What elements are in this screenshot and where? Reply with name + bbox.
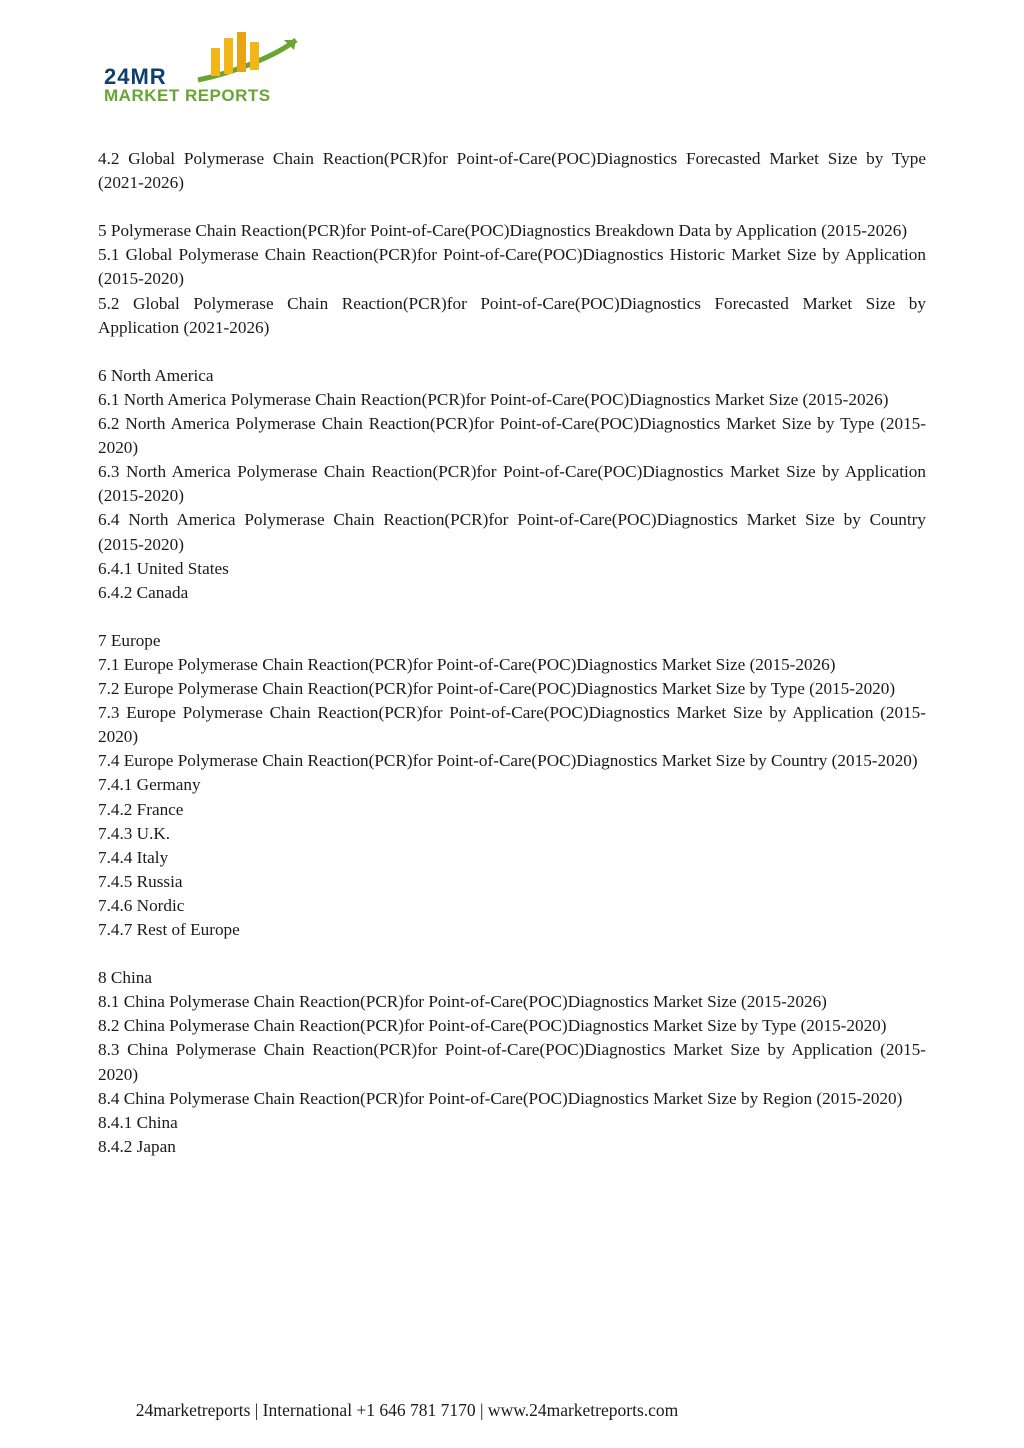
toc-line: 5.2 Global Polymerase Chain Reaction(PCR)for Point-of-Care(POC)Diagnostics Forecasted Market Size by Application (2021-2026) [98,293,926,337]
toc-line: 6.3 North America Polymerase Chain Reaction(PCR)for Point-of-Care(POC)Diagnostics Market Size by Application (2015-2020) [98,462,926,506]
toc-line: 6.4.2 Canada [98,582,189,602]
toc-line: 8.4.2 Japan [98,1136,176,1156]
footer-contact: 24marketreports | International +1 646 781 7170 | www.24marketreports.com [135,1400,679,1420]
toc-line: 8.4 China Polymerase Chain Reaction(PCR)for Point-of-Care(POC)Diagnostics Market Size by Region (2015-2020) [98,1088,903,1108]
toc-line: 6.1 North America Polymerase Chain Reaction(PCR)for Point-of-Care(POC)Diagnostics Market Size (2015-2026) [98,389,889,409]
toc-line: 8.4.1 China [98,1112,178,1132]
toc-line: 4.2 Global Polymerase Chain Reaction(PCR)for Point-of-Care(POC)Diagnostics Forecasted Market Size by Type (2021-2026) [98,149,926,193]
toc-line: 7.4.3 U.K. [98,823,171,843]
toc-line: 7.2 Europe Polymerase Chain Reaction(PCR)for Point-of-Care(POC)Diagnostics Market Size by Type (2015-2020) [98,679,896,699]
company-logo [98,28,308,110]
logo-text-primary: 24MR [104,64,167,89]
toc-line: 8.1 China Polymerase Chain Reaction(PCR)for Point-of-Care(POC)Diagnostics Market Size (2015-2026) [98,992,827,1012]
toc-line: 6 North America [98,365,214,385]
toc-line: 5 Polymerase Chain Reaction(PCR)for Point-of-Care(POC)Diagnostics Breakdown Data by Application (2015-2026) [98,221,908,241]
toc-line: 7.4.1 Germany [98,775,201,795]
toc-line: 7 Europe [98,630,161,650]
toc-line: 8.2 China Polymerase Chain Reaction(PCR)for Point-of-Care(POC)Diagnostics Market Size by Type (2015-2020) [98,1016,887,1036]
toc-line: 7.4 Europe Polymerase Chain Reaction(PCR)for Point-of-Care(POC)Diagnostics Market Size by Country (2015-2020) [98,751,918,771]
toc-line: 8.3 China Polymerase Chain Reaction(PCR)for Point-of-Care(POC)Diagnostics Market Size by Application (2015-2020) [98,1040,926,1084]
logo-text-secondary: MARKET REPORTS [104,86,271,105]
toc-line: 5.1 Global Polymerase Chain Reaction(PCR)for Point-of-Care(POC)Diagnostics Historic Market Size by Application (2015-2020) [98,245,926,289]
section-gap [98,605,926,629]
toc-line: 7.1 Europe Polymerase Chain Reaction(PCR)for Point-of-Care(POC)Diagnostics Market Size (2015-2026) [98,654,836,674]
toc-line: 7.4.4 Italy [98,847,169,867]
toc-line: 8 China [98,968,152,988]
toc-line: 6.4 North America Polymerase Chain Reaction(PCR)for Point-of-Care(POC)Diagnostics Market Size by Country (2015-2020) [98,510,926,554]
section-gap [98,340,926,364]
toc-line: 7.4.5 Russia [98,871,183,891]
toc-line: 6.4.1 United States [98,558,229,578]
toc-line: 7.4.6 Nordic [98,895,185,915]
toc-line: 7.4.2 France [98,799,184,819]
section-gap [98,942,926,966]
toc-line: 7.4.7 Rest of Europe [98,920,240,939]
page-footer [0,1400,1024,1421]
section-gap [98,195,926,219]
toc-line: 7.3 Europe Polymerase Chain Reaction(PCR)for Point-of-Care(POC)Diagnostics Market Size by Application (2015-2020) [98,703,926,747]
table-of-contents [98,147,926,1159]
toc-line: 6.2 North America Polymerase Chain Reaction(PCR)for Point-of-Care(POC)Diagnostics Market Size by Type (2015-2020) [98,414,926,458]
